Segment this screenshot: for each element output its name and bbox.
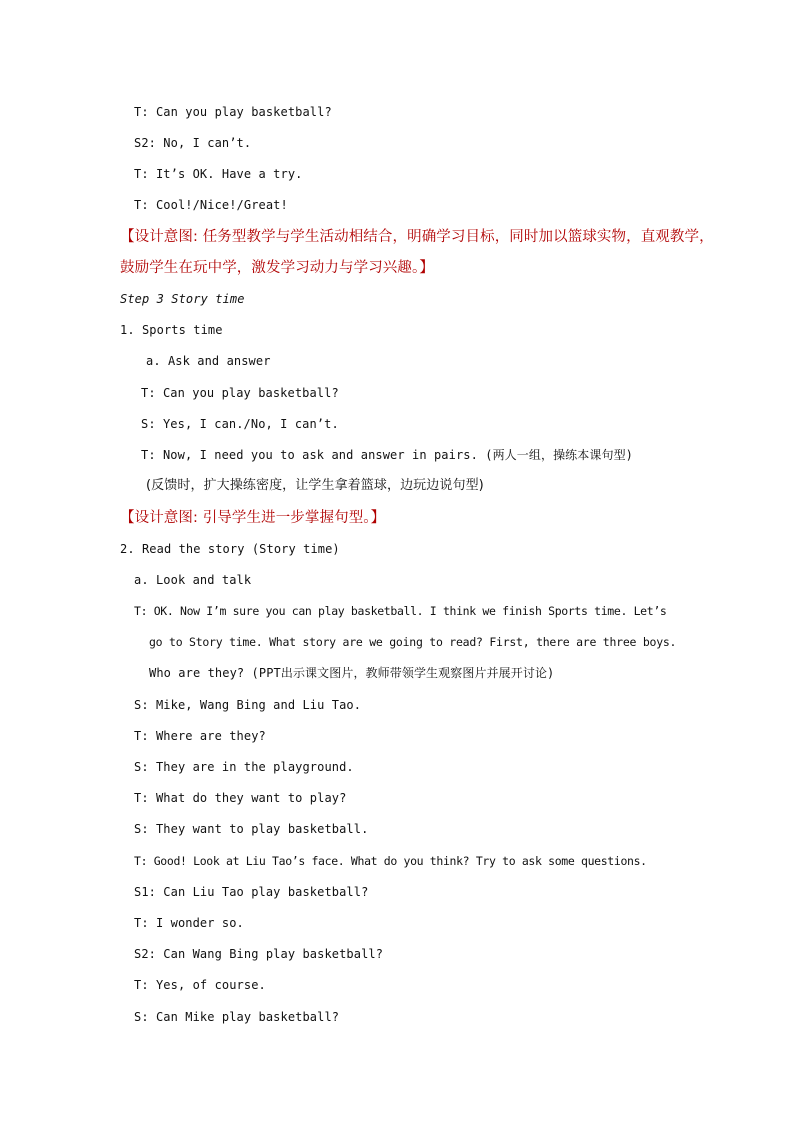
- subsection-heading: a. Ask and answer: [146, 354, 271, 368]
- section-heading: 2. Read the story (Story time): [120, 542, 340, 556]
- dialogue-line: T: Now, I need you to ask and answer in pairs. (两人一组，操练本课句型): [141, 448, 634, 462]
- design-intent-note: 【设计意图: 任务型教学与学生活动相结合，明确学习目标，同时加以篮球实物，直观教学，: [120, 229, 714, 245]
- dialogue-line: T: Yes, of course.: [134, 978, 266, 992]
- teaching-note: (反馈时，扩大操练密度，让学生拿着篮球，边玩边说句型): [146, 478, 484, 493]
- dialogue-line: S1: Can Liu Tao play basketball?: [134, 885, 369, 899]
- design-intent-note: 【设计意图: 引导学生进一步掌握句型。】: [120, 510, 386, 526]
- dialogue-line: T: Good! Look at Liu Tao’s face. What do you think? Try to ask some questions.: [134, 854, 647, 868]
- dialogue-line: T: Can you play basketball?: [134, 105, 332, 119]
- dialogue-line: T: It’s OK. Have a try.: [134, 167, 303, 181]
- dialogue-line: T: What do they want to play?: [134, 791, 347, 805]
- step-heading: Step 3 Story time: [120, 292, 245, 306]
- dialogue-line: S: They want to play basketball.: [134, 822, 369, 836]
- dialogue-line: S2: Can Wang Bing play basketball?: [134, 947, 384, 961]
- dialogue-line: T: OK. Now I’m sure you can play basketball. I think we finish Sports time. Let’s: [134, 604, 667, 618]
- section-heading: 1. Sports time: [120, 323, 223, 337]
- dialogue-line: T: I wonder so.: [134, 916, 244, 930]
- dialogue-line: S2: No, I can’t.: [134, 136, 252, 150]
- subsection-heading: a. Look and talk: [134, 573, 252, 587]
- dialogue-line: T: Where are they?: [134, 729, 266, 743]
- dialogue-line: S: Yes, I can./No, I can’t.: [141, 417, 339, 431]
- design-intent-note-continued: 鼓励学生在玩中学，激发学习动力与学习兴趣。】: [120, 260, 434, 276]
- dialogue-line: S: Mike, Wang Bing and Liu Tao.: [134, 698, 362, 712]
- dialogue-line: S: Can Mike play basketball?: [134, 1010, 340, 1024]
- dialogue-line: S: They are in the playground.: [134, 760, 354, 774]
- dialogue-line-continued: go to Story time. What story are we going to read? First, there are three boys.: [149, 635, 677, 649]
- dialogue-line: T: Cool!/Nice!/Great!: [134, 198, 288, 212]
- dialogue-line-continued: Who are they? (PPT出示课文图片，教师带领学生观察图片并展开讨论): [149, 666, 555, 680]
- dialogue-line: T: Can you play basketball?: [141, 386, 339, 400]
